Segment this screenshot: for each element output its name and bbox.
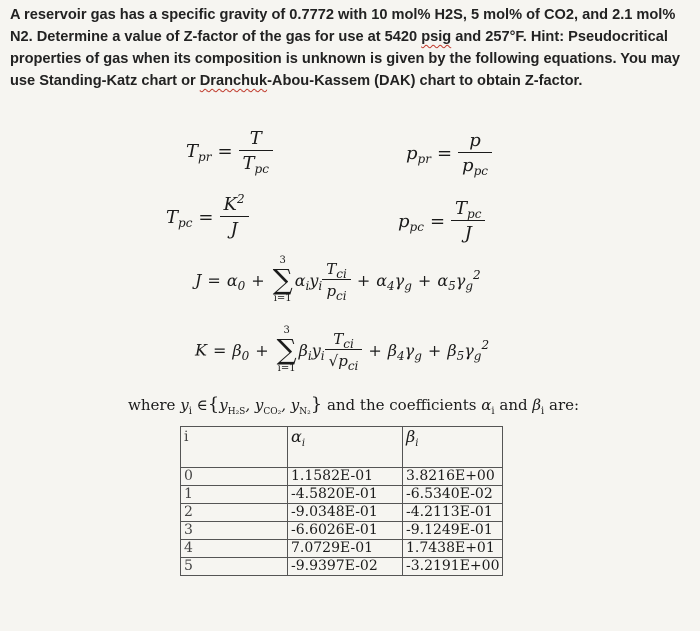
j-alpha0: $\alpha_0$ <box>226 270 246 293</box>
row-index: 2 <box>181 504 288 522</box>
problem-line-4-start: use Standing-Katz chart or <box>10 73 200 89</box>
table-row <box>181 522 503 540</box>
ppc-lhs: $p_{pc}$ <box>398 210 424 234</box>
k-beta4-term: $\beta_4\gamma_g$ <box>387 340 422 363</box>
table-row <box>181 540 503 558</box>
equation-k: $K = \beta_0$ + 3 ∑ i=1 $\beta_iy_i$ $\frac{T_{ci}}{√p_{ci}}$ + $\beta_4\gamma_g + \beta_5\gamma_g^2$ <box>195 325 490 374</box>
where-and: and <box>494 396 533 414</box>
row-index: 3 <box>181 522 288 540</box>
k-beta-i-y-i: $\beta_iy_i$ <box>298 340 325 363</box>
k-beta0: $\beta_0$ <box>232 340 250 363</box>
where-yi: y <box>180 396 189 414</box>
j-lhs: J <box>195 270 202 290</box>
problem-line-3: properties of gas when its composition is unknown is given by the following equations. You may <box>10 51 681 67</box>
row-beta: -3.2191E+00 <box>403 558 503 576</box>
j-summation: 3 ∑ i=1 <box>272 255 293 304</box>
tpr-lhs: $T_{pr}$ <box>186 140 212 164</box>
equation-ppr: $p_{pr}$ = $\frac{p}{p_{pc}}$ <box>406 130 492 176</box>
row-index: 1 <box>181 486 288 504</box>
j-alpha-i-y-i: $\alpha_iy_i$ <box>294 270 323 293</box>
row-index: 0 <box>181 468 288 486</box>
row-alpha: -6.6026E-01 <box>288 522 403 540</box>
row-alpha: -4.5820E-01 <box>288 486 403 504</box>
where-suffix: are: <box>544 396 580 414</box>
row-alpha: 1.1582E-01 <box>288 468 403 486</box>
j-fraction: $\frac{T_{ci}}{p_{ci}}$ <box>322 260 351 300</box>
tpc-lhs: $T_{pc}$ <box>166 206 193 230</box>
where-set-sub3: N₂ <box>299 407 311 417</box>
table-header-row <box>181 427 503 468</box>
problem-line-2-end: and 257°F. Hint: Pseudocritical <box>451 29 668 45</box>
where-clause <box>128 394 579 415</box>
header-alpha: $\alpha_i$ <box>288 427 403 468</box>
row-alpha: -9.0348E-01 <box>288 504 403 522</box>
where-prefix: where <box>128 396 181 414</box>
row-beta: 1.7438E+01 <box>403 540 503 558</box>
where-set-sub2: CO₂ <box>263 407 282 417</box>
row-beta: -4.2113E-01 <box>403 504 503 522</box>
table-row <box>181 504 503 522</box>
j-alpha5-term: $\alpha_5\gamma_g^2$ <box>437 267 481 293</box>
spellcheck-word-dranchuk: Dranchuk <box>199 73 268 89</box>
equation-ppc: $p_{pc}$ = $\frac{T_{pc}}{J}$ <box>398 198 485 244</box>
where-element-of: ∈ <box>196 396 208 414</box>
where-set-y2: , y <box>245 396 264 414</box>
problem-line-1: A reservoir gas has a specific gravity of 0.7772 with 10 mol% H2S, 5 mol% of CO2, and 2.1 mol% <box>10 7 676 23</box>
where-yi-sub: i <box>188 406 192 417</box>
where-middle: and the coefficients <box>322 396 482 414</box>
where-alpha: α <box>481 396 492 414</box>
k-fraction: $\frac{T_{ci}}{√p_{ci}}$ <box>325 330 363 370</box>
tpr-fraction: $\frac{T}{T_{pc}}$ <box>239 128 273 174</box>
row-index: 4 <box>181 540 288 558</box>
row-beta: -6.5340E-02 <box>403 486 503 504</box>
where-set-open: { <box>207 394 220 415</box>
ppr-fraction: $\frac{p}{p_{pc}}$ <box>458 130 492 176</box>
j-alpha4-term: $\alpha_4\gamma_g$ <box>376 270 412 293</box>
row-index: 5 <box>181 558 288 576</box>
spellcheck-word-psig: psig <box>421 29 452 45</box>
ppc-fraction: $\frac{T_{pc}}{J}$ <box>451 198 485 244</box>
header-beta: $\beta_i$ <box>403 427 503 468</box>
equation-tpr: $T_{pr}$ = $\frac{T}{T_{pc}}$ <box>186 128 273 174</box>
equation-j: $J = \alpha_0$ + 3 ∑ i=1 $\alpha_iy_i$ $\frac{T_{ci}}{p_{ci}}$ + $\alpha_4\gamma_g + \alpha_5\gamma_g^2$ <box>195 255 481 304</box>
row-alpha: 7.0729E-01 <box>288 540 403 558</box>
where-beta: β <box>532 396 542 414</box>
table-row <box>181 468 503 486</box>
problem-line-4-end: -Abou-Kassem (DAK) chart to obtain Z-factor. <box>267 73 583 89</box>
where-alpha-sub: i <box>491 406 495 417</box>
header-i: i <box>181 427 288 468</box>
coefficients-table <box>180 426 503 576</box>
row-beta: -9.1249E-01 <box>403 522 503 540</box>
where-set-y1: y <box>219 396 228 414</box>
ppr-lhs: $p_{pr}$ <box>406 142 431 166</box>
problem-statement <box>10 4 690 92</box>
tpc-fraction: $\frac{K^2}{J}$ <box>220 194 249 240</box>
k-lhs: K <box>195 340 207 360</box>
where-beta-sub: i <box>541 406 545 417</box>
problem-line-2 <box>10 26 690 48</box>
row-alpha: -9.9397E-02 <box>288 558 403 576</box>
k-summation: 3 ∑ i=1 <box>276 325 297 374</box>
table-row <box>181 486 503 504</box>
problem-line-4 <box>10 70 690 92</box>
where-set-close: } <box>310 394 323 415</box>
k-beta5-term: $\beta_5\gamma_g^2$ <box>447 337 490 363</box>
where-set-sub1: H₂S <box>227 407 246 417</box>
row-beta: 3.8216E+00 <box>403 468 503 486</box>
equation-tpc: $T_{pc}$ = $\frac{K^2}{J}$ <box>166 194 249 240</box>
where-set-y3: , y <box>281 396 300 414</box>
table-row <box>181 558 503 576</box>
problem-line-2-start: N2. Determine a value of Z-factor of the gas for use at 5420 <box>10 29 422 45</box>
